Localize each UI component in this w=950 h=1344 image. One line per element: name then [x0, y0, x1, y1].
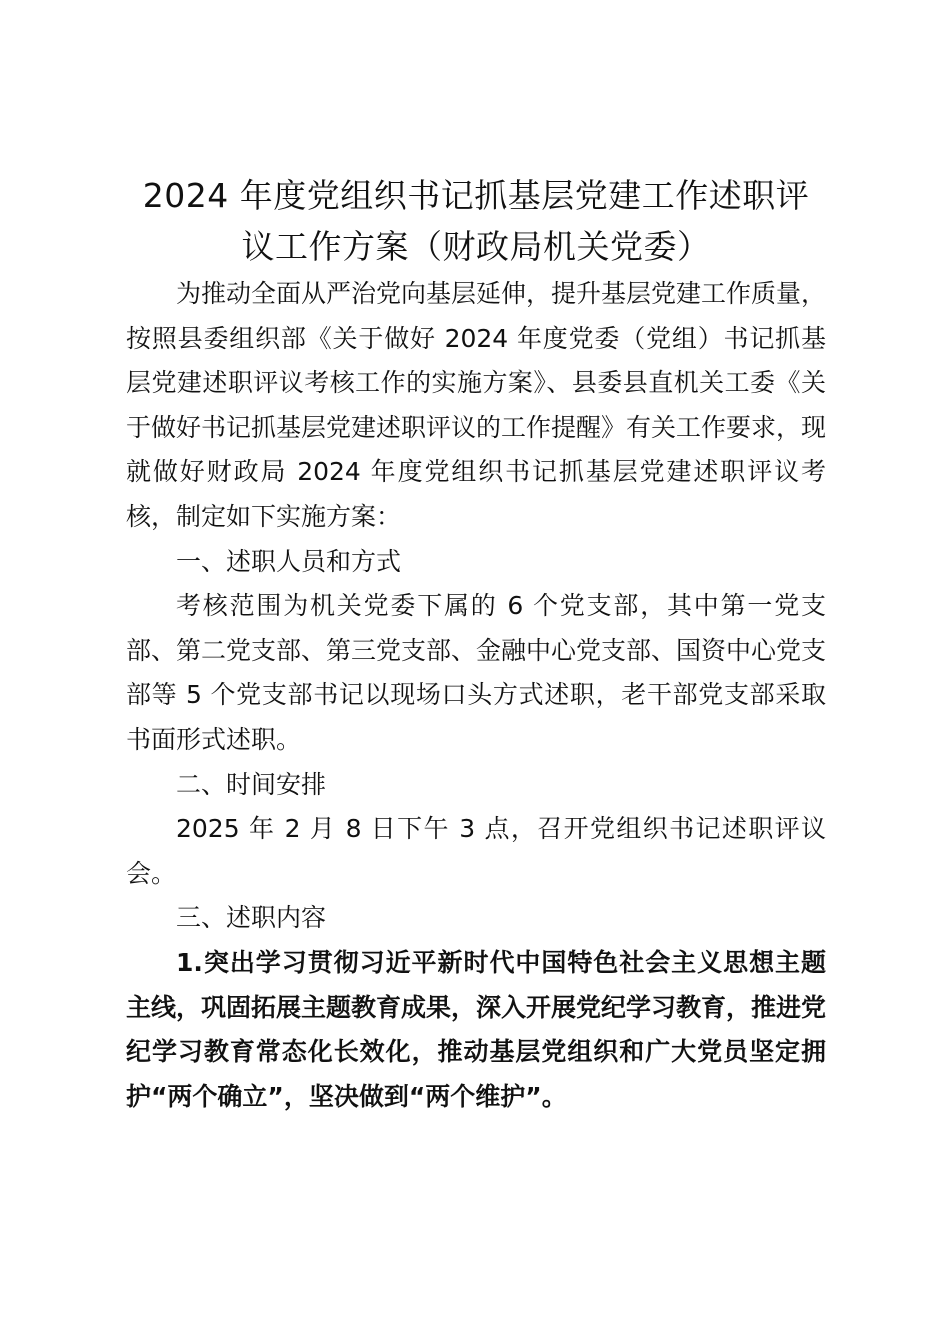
title-line-1: 2024 年度党组织书记抓基层党建工作述职评 [142, 176, 810, 215]
section-1-body: 考核范围为机关党委下属的 6 个党支部，其中第一党支部、第二党支部、第三党支部、金融中心党支部、国资中心党支部等 5 个党支部书记以现场口头方式述职，老干部党支部采取书面形式述职。 [126, 591, 827, 754]
section-3-item-1: 1.突出学习贯彻习近平新时代中国特色社会主义思想主题主线，巩固拓展主题教育成果，深入开展党纪学习教育，推进党纪学习教育常态化长效化，推动基层党组织和广大党员坚定拥护“两个确立”，坚决做到“两个维护”。 [126, 947, 827, 1111]
section-1-heading: 一、述职人员和方式 [176, 546, 402, 576]
title-line-2: 议工作方案（财政局机关党委） [241, 227, 711, 266]
section-3-heading: 三、述职内容 [176, 903, 327, 933]
intro-paragraph: 为推动全面从严治党向基层延伸，提升基层党建工作质量，按照县委组织部《关于做好 2024 年度党委（党组）书记抓基层党建述职评议考核工作的实施方案》、县委县直机关工委《关于做好书记抓基层党建述职评议的工作提醒》有关工作要求，现就做好财政局 2024 年度党组织书记抓基层党建述职评议考核，制定如下实施方案： [126, 279, 827, 531]
document-title [126, 170, 826, 272]
section-2-body: 2025 年 2 月 8 日下午 3 点，召开党组织书记述职评议会。 [126, 814, 826, 888]
section-2-heading: 二、时间安排 [176, 769, 327, 799]
document-page [126, 170, 826, 1119]
